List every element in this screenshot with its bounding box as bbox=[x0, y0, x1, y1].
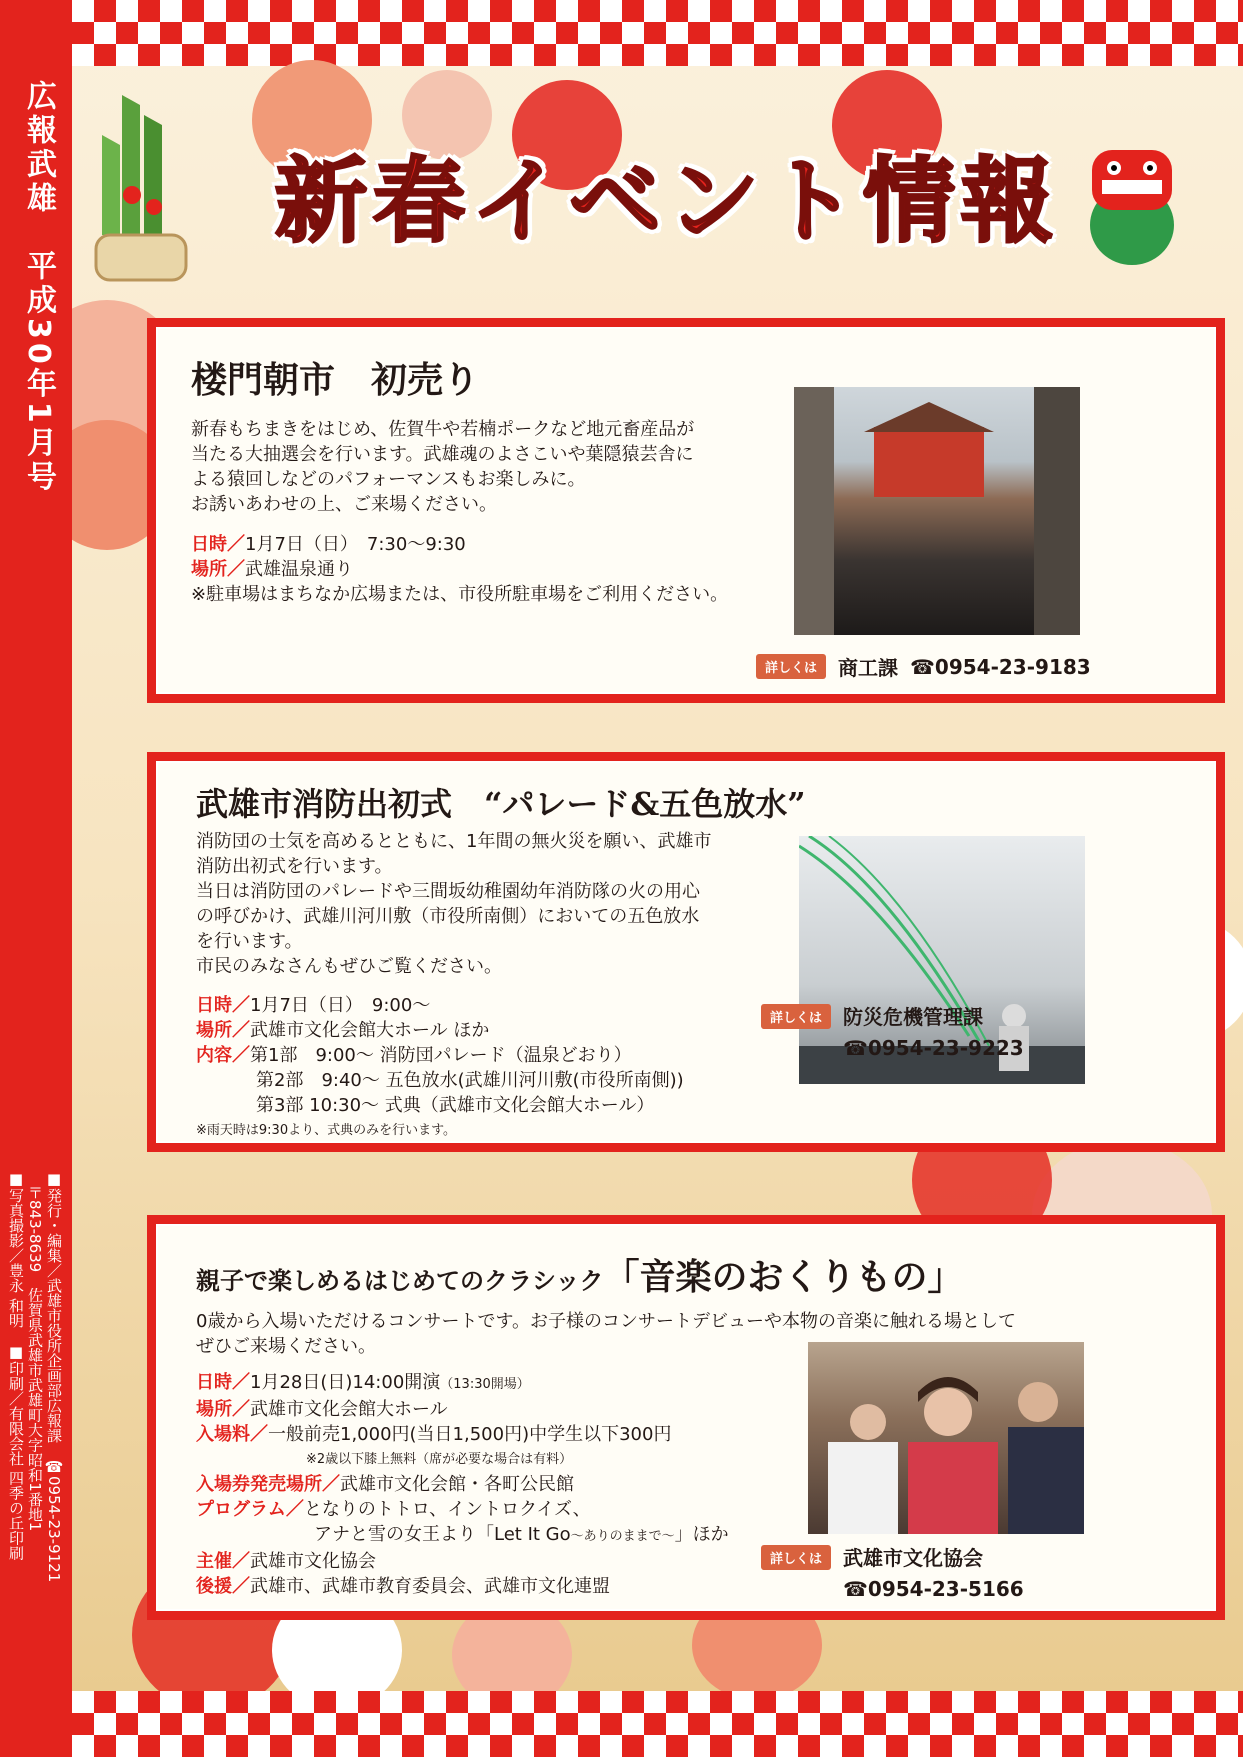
event-card-asaichi bbox=[147, 318, 1225, 703]
details-badge: 詳しくは bbox=[761, 1545, 831, 1570]
event-date: 1月7日（日） 7:30〜9:30 bbox=[245, 534, 466, 555]
event-card-dezomeshiki bbox=[147, 752, 1225, 1152]
event-note: ※駐車場はまちなか広場または、市役所駐車場をご利用ください。 bbox=[191, 584, 729, 605]
kadomatsu-icon bbox=[92, 85, 202, 285]
event-host: 武雄市文化協会 bbox=[250, 1551, 376, 1572]
event-place: 武雄市文化会館大ホール ほか bbox=[250, 1020, 490, 1041]
event-card-concert bbox=[147, 1215, 1225, 1620]
event-description: 0歳から入場いただけるコンサートです。お子様のコンサートデビューや本物の音楽に触れる場として ぜひご来場ください。 bbox=[196, 1311, 1017, 1357]
content-item: 第1部 9:00〜 消防団パレード（温泉どおり） bbox=[250, 1045, 632, 1066]
credit-line: ■発行・編集／武雄市役所企画部広報課 ☎0954-23-9121 bbox=[45, 1170, 63, 1583]
date-label: 日時／ bbox=[196, 1372, 250, 1393]
place-label: 場所／ bbox=[191, 559, 245, 580]
contact-phone: ☎0954-23-9223 bbox=[843, 1036, 1024, 1060]
content-item: 第2部 9:40〜 五色放水(武雄川河川敷(市役所南側)) bbox=[256, 1070, 684, 1091]
contact-info bbox=[761, 1542, 1024, 1601]
event-details bbox=[196, 1370, 729, 1599]
event-date: 1月28日(日)14:00開演 bbox=[250, 1372, 441, 1393]
contact-phone: ☎0954-23-9183 bbox=[910, 654, 1091, 679]
contact-phone: ☎0954-23-5166 bbox=[843, 1577, 1024, 1601]
event-program-2-end: 」ほか bbox=[674, 1524, 729, 1545]
event-title: 武雄市消防出初式 “パレード&五色放水” bbox=[196, 785, 806, 823]
program-label: プログラム／ bbox=[196, 1499, 304, 1520]
details-badge: 詳しくは bbox=[761, 1004, 831, 1029]
photo-concert-audience bbox=[808, 1342, 1084, 1534]
place-label: 場所／ bbox=[196, 1020, 250, 1041]
contact-info bbox=[761, 1001, 1024, 1060]
event-title-lead: 親子で楽しめるはじめてのクラシック bbox=[196, 1266, 604, 1295]
page-title: 新春イベント情報 bbox=[274, 147, 1059, 255]
fee-note: ※2歳以下膝上無料（席が必要な場合は有料） bbox=[306, 1452, 573, 1467]
event-details bbox=[191, 532, 728, 607]
content-label: 内容／ bbox=[196, 1045, 250, 1066]
event-title: 楼門朝市 初売り bbox=[191, 359, 480, 401]
photo-romon-market bbox=[794, 387, 1080, 635]
contact-info bbox=[756, 652, 1091, 681]
checker-border-top bbox=[72, 0, 1243, 66]
event-support: 武雄市、武雄市教育委員会、武雄市文化連盟 bbox=[250, 1576, 610, 1597]
event-title bbox=[196, 1249, 964, 1300]
fee-label: 入場料／ bbox=[196, 1424, 268, 1445]
event-fee: 一般前売1,000円(当日1,500円)中学生以下300円 bbox=[268, 1424, 672, 1445]
host-label: 主催／ bbox=[196, 1551, 250, 1572]
event-title-main: 「音楽のおくりもの」 bbox=[603, 1256, 964, 1298]
event-program-2: アナと雪の女王より「Let It Go bbox=[314, 1524, 571, 1545]
date-label: 日時／ bbox=[191, 534, 245, 555]
support-label: 後援／ bbox=[196, 1576, 250, 1597]
event-program: となりのトトロ、イントロクイズ、 bbox=[303, 1499, 591, 1520]
checker-border-bottom bbox=[72, 1691, 1243, 1757]
ticket-label: 入場券発売場所／ bbox=[196, 1474, 340, 1495]
event-description: 新春もちまきをはじめ、佐賀牛や若楠ポークなど地元畜産品が 当たる大抽選会を行います。武雄魂のよさこいや葉隠猿芸舎に よる猿回しなどのパフォーマンスもお楽しみに。 お誘いあわせの上、ご来場ください。 bbox=[191, 419, 695, 515]
event-open-time: （13:30開場） bbox=[440, 1377, 530, 1392]
event-program-2-sub: 〜ありのままで〜 bbox=[570, 1529, 675, 1544]
publication-credits bbox=[6, 1170, 63, 1582]
event-details bbox=[196, 993, 684, 1143]
event-date: 1月7日（日） 9:00〜 bbox=[250, 995, 431, 1016]
event-ticket-place: 武雄市文化会館・各町公民館 bbox=[340, 1474, 574, 1495]
main-area bbox=[72, 0, 1243, 1757]
publication-title: 広報武雄 平成30年1月号 bbox=[21, 80, 56, 495]
details-badge: 詳しくは bbox=[756, 654, 826, 679]
credit-line: ■写真撮影／豊永 和明 ■印刷／有限会社 四季の丘印刷 bbox=[7, 1170, 25, 1561]
credit-line: 〒843-8639 佐賀県武雄市武雄町大字昭和1番地1 bbox=[26, 1170, 44, 1532]
event-note: ※雨天時は9:30より、式典のみを行います。 bbox=[196, 1123, 457, 1138]
event-description: 消防団の士気を高めるとともに、1年間の無火災を願い、武雄市 消防出初式を行います。 当日は消防団のパレードや三間坂幼稚園幼年消防隊の火の用心 の呼びかけ、武雄川河川敷（市役所南側）においての五色放水 を行います。 市民のみなさんもぜひご覧ください。 bbox=[196, 831, 712, 977]
date-label: 日時／ bbox=[196, 995, 250, 1016]
content-item: 第3部 10:30〜 式典（武雄市文化会館大ホール） bbox=[256, 1095, 655, 1116]
contact-dept: 防災危機管理課 bbox=[843, 1005, 984, 1029]
contact-dept: 武雄市文化協会 bbox=[843, 1546, 984, 1570]
contact-dept: 商工課 bbox=[838, 656, 899, 680]
event-place: 武雄温泉通り bbox=[245, 559, 353, 580]
event-place: 武雄市文化会館大ホール bbox=[250, 1399, 448, 1420]
place-label: 場所／ bbox=[196, 1399, 250, 1420]
